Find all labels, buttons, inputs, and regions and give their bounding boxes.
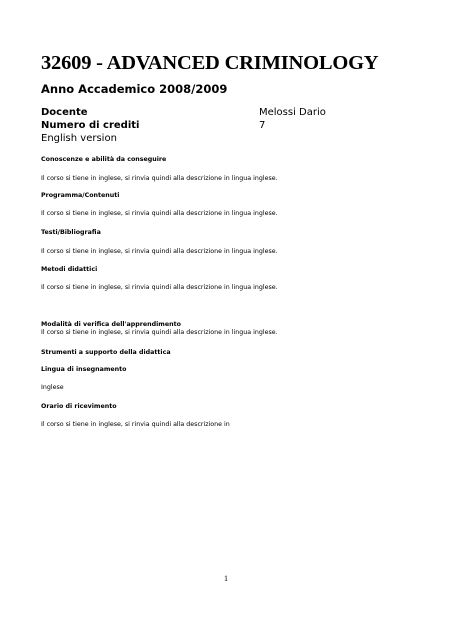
docente-value: Melossi Dario xyxy=(259,107,326,118)
section-text-testi: Il corso si tiene in inglese, si rinvia quindi alla descrizione in lingua inglese. xyxy=(41,248,278,255)
crediti-row xyxy=(41,120,266,131)
section-text-verifica: Il corso si tiene in inglese, si rinvia quindi alla descrizione in lingua inglese. xyxy=(41,329,278,336)
english-version-label: English version xyxy=(41,133,117,144)
page-title: 32609 - ADVANCED CRIMINOLOGY xyxy=(41,52,379,74)
section-text-orario: Il corso si tiene in inglese, si rinvia quindi alla descrizione in xyxy=(41,421,230,428)
page-number: 1 xyxy=(224,574,228,583)
section-heading-conoscenze: Conoscenze e abilità da conseguire xyxy=(41,156,167,163)
section-heading-orario: Orario di ricevimento xyxy=(41,403,117,410)
docente-row xyxy=(41,107,326,118)
section-heading-verifica: Modalità di verifica dell'apprendimento xyxy=(41,321,181,328)
crediti-value: 7 xyxy=(259,120,266,131)
section-text-lingua: Inglese xyxy=(41,384,64,391)
docente-label: Docente xyxy=(41,107,88,118)
section-heading-lingua: Lingua di insegnamento xyxy=(41,366,127,373)
section-heading-strumenti: Strumenti a supporto della didattica xyxy=(41,349,171,356)
section-heading-testi: Testi/Bibliografia xyxy=(41,229,101,236)
crediti-label: Numero di crediti xyxy=(41,120,140,131)
academic-year: Anno Accademico 2008/2009 xyxy=(41,82,228,96)
section-text-programma: Il corso si tiene in inglese, si rinvia quindi alla descrizione in lingua inglese. xyxy=(41,210,278,217)
section-heading-programma: Programma/Contenuti xyxy=(41,192,120,199)
section-heading-metodi: Metodi didattici xyxy=(41,266,98,273)
section-text-metodi: Il corso si tiene in inglese, si rinvia quindi alla descrizione in lingua inglese. xyxy=(41,284,278,291)
section-text-conoscenze: Il corso si tiene in inglese, si rinvia quindi alla descrizione in lingua inglese. xyxy=(41,175,278,182)
